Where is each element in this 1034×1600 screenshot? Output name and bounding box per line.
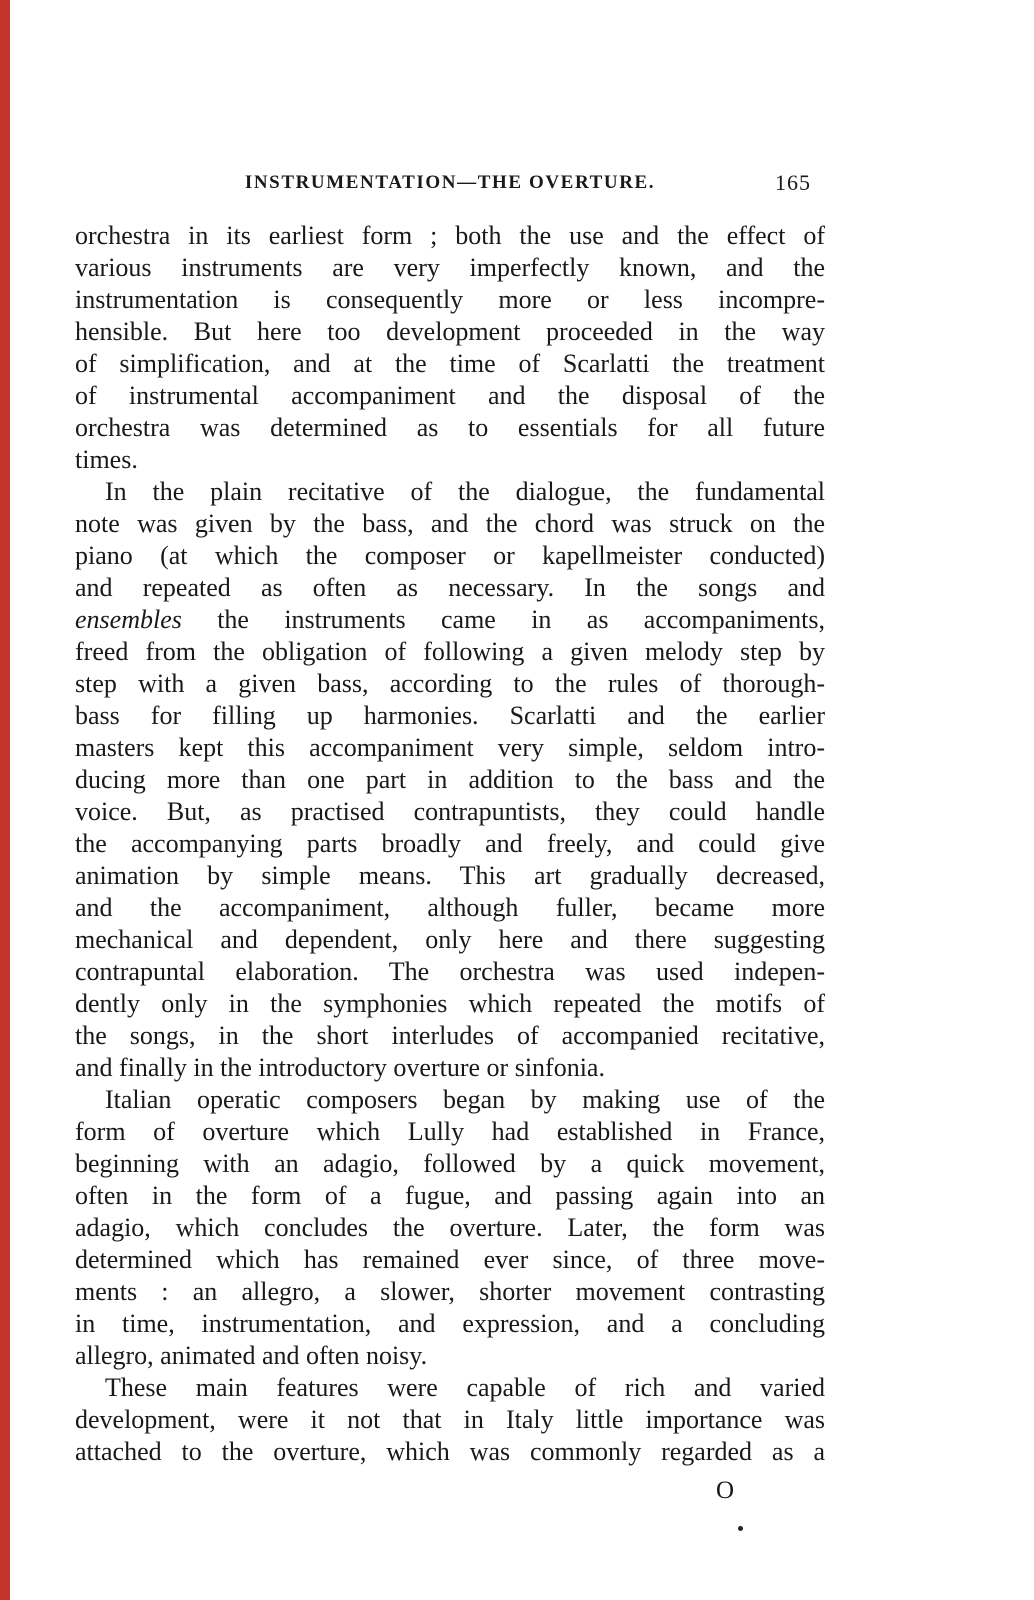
text-line: attached to the overture, which was commonly regarded as a <box>75 1437 825 1466</box>
text-line: adagio, which concludes the overture. Later, the form was <box>75 1213 825 1242</box>
text-line <box>75 604 825 636</box>
text-line: instrumentation is consequently more or less incompre- <box>75 285 825 314</box>
text-line: These main features were capable of rich and varied <box>105 1373 825 1402</box>
text-line: voice. But, as practised contrapuntists, they could handle <box>75 797 825 826</box>
text-line: beginning with an adagio, followed by a quick movement, <box>75 1149 825 1178</box>
text-line: bass for filling up harmonies. Scarlatti and the earlier <box>75 701 825 730</box>
text-segment: the instruments came in as accompaniments, <box>181 605 825 634</box>
text-line: animation by simple means. This art gradually decreased, <box>75 861 825 890</box>
text-line: dently only in the symphonies which repeated the motifs of <box>75 989 825 1018</box>
italic-text-segment: ensembles <box>75 605 182 634</box>
text-line: the accompanying parts broadly and freely, and could give <box>75 829 825 858</box>
text-line: of instrumental accompaniment and the disposal of the <box>75 381 825 410</box>
text-line: ducing more than one part in addition to the bass and the <box>75 765 825 794</box>
text-line: note was given by the bass, and the chord was struck on the <box>75 509 825 538</box>
text-line: various instruments are very imperfectly known, and the <box>75 253 825 282</box>
text-line: development, were it not that in Italy little importance was <box>75 1405 825 1434</box>
book-edge-strip <box>0 0 10 1600</box>
text-line: piano (at which the composer or kapellmeister conducted) <box>75 541 825 570</box>
text-line: of simplification, and at the time of Scarlatti the treatment <box>75 349 825 378</box>
text-line: the songs, in the short interludes of accompanied recitative, <box>75 1021 825 1050</box>
text-line: in time, instrumentation, and expression, and a concluding <box>75 1309 825 1338</box>
text-line: and repeated as often as necessary. In the songs and <box>75 573 825 602</box>
text-line: step with a given bass, according to the rules of thorough- <box>75 669 825 698</box>
text-line: form of overture which Lully had established in France, <box>75 1117 825 1146</box>
text-line: ments : an allegro, a slower, shorter movement contrasting <box>75 1277 825 1306</box>
text-line: orchestra was determined as to essentials for all future <box>75 413 825 442</box>
text-line: times. <box>75 445 138 474</box>
text-line: contrapuntal elaboration. The orchestra was used indepen- <box>75 957 825 986</box>
page-number: 165 <box>775 170 811 195</box>
text-line: determined which has remained ever since, of three move- <box>75 1245 825 1274</box>
text-line: masters kept this accompaniment very simple, seldom intro- <box>75 733 825 762</box>
header-title: INSTRUMENTATION—THE OVERTURE. <box>244 172 656 193</box>
text-line: freed from the obligation of following a given melody step by <box>75 637 825 666</box>
text-line: hensible. But here too development proceeded in the way <box>75 317 825 346</box>
text-line: In the plain recitative of the dialogue, the fundamental <box>105 477 825 506</box>
page-body-text <box>75 220 825 1468</box>
text-line: and the accompaniment, although fuller, became more <box>75 893 825 922</box>
text-line: often in the form of a fugue, and passing again into an <box>75 1181 825 1210</box>
running-header <box>75 172 825 202</box>
text-line: mechanical and dependent, only here and there suggesting <box>75 925 825 954</box>
text-line: allegro, animated and often noisy. <box>75 1341 428 1370</box>
text-line: and finally in the introductory overture or sinfonia. <box>75 1053 605 1082</box>
text-line: orchestra in its earliest form ; both the use and the effect of <box>75 221 825 250</box>
ink-dot <box>738 1526 743 1531</box>
text-line: Italian operatic composers began by making use of the <box>105 1085 825 1114</box>
signature-mark: O <box>716 1477 735 1504</box>
